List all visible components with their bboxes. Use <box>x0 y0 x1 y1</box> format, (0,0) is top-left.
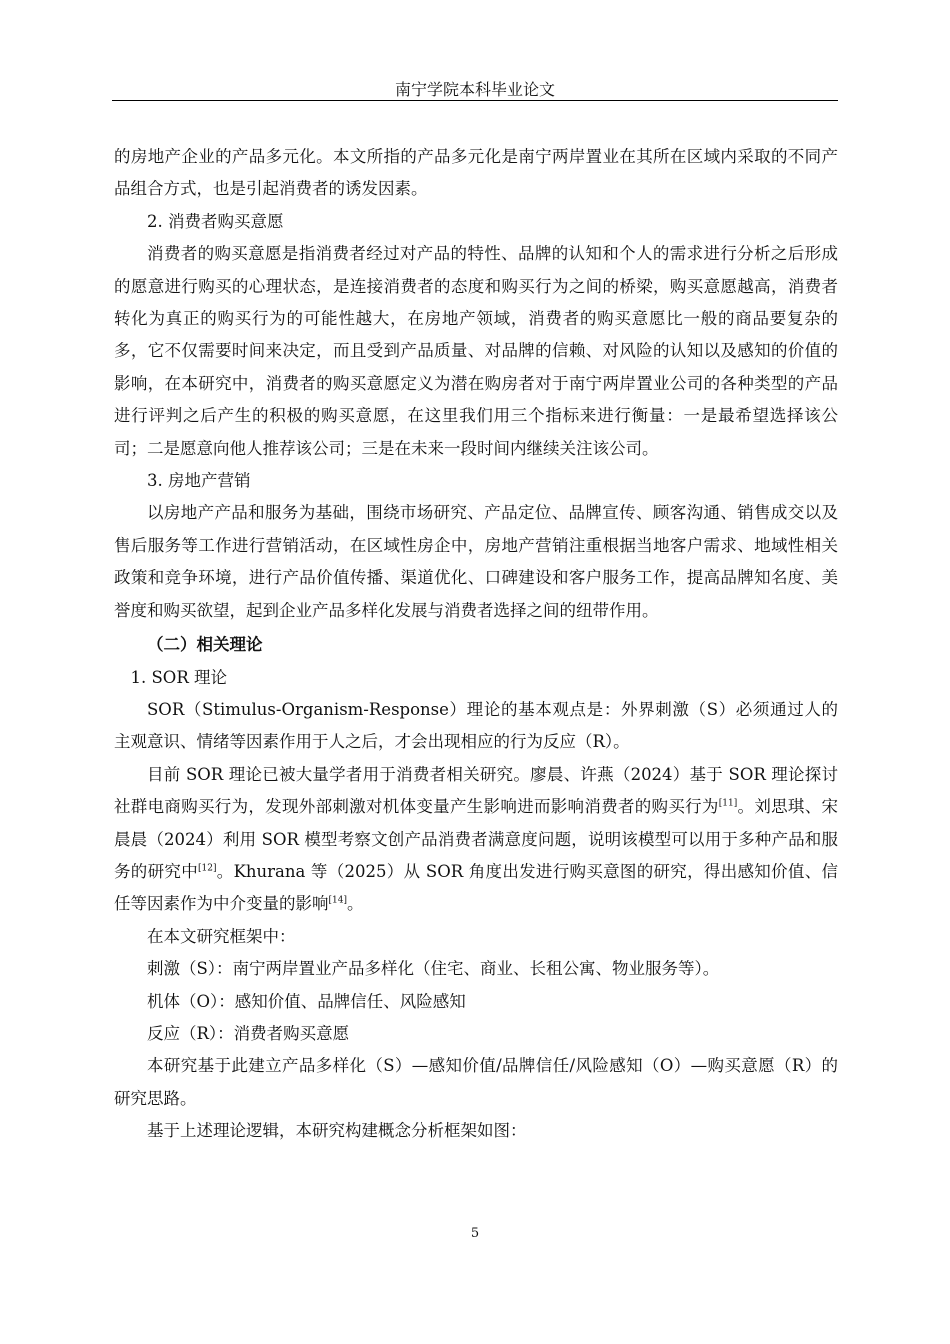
citation-12: [12] <box>198 863 217 874</box>
paragraph-sor-definition: SOR（Stimulus-Organism-Response）理论的基本观点是：外界刺激（S）必须通过人的主观意识、情绪等因素作用于人之后，才会出现相应的行为反应（R）。 <box>114 699 838 752</box>
paragraph-sor-literature <box>114 759 838 921</box>
section-heading-related-theory: （二）相关理论 <box>147 635 263 655</box>
citation-14: [14] <box>328 895 347 906</box>
text-run: 目前 SOR 理论已被大量学者用于消费者相关研究。廖晨、许燕（2024）基于 SOR 理论探讨社群电商购买行为，发现外部刺激对机体变量产生影响进而影响消费者的购买行为 <box>114 764 838 817</box>
paragraph-purchase-intention: 消费者的购买意愿是指消费者经过对产品的特性、品牌的认知和个人的需求进行分析之后形成的愿意进行购买的心理状态，是连接消费者的态度和购买行为之间的桥梁，购买意愿越高，消费者转化为真正的购买行为的可能性越大，在房地产领域，消费者的购买意愿比一般的商品要复杂的多，它不仅需要时间来决定，而且受到产品质量、对品牌的信赖、对风险的认知以及感知的价值的影响，在本研究中，消费者的购买意愿定义为潜在购房者对于南宁两岸置业公司的各种类型的产品进行评判之后产生的积极的购买意愿，在这里我们用三个指标来进行衡量：一是最希望选择该公司；二是愿意向他人推荐该公司；三是在未来一段时间内继续关注该公司。 <box>114 244 838 458</box>
text-run: 。Khurana 等（2025）从 SOR 角度出发进行购买意图的研究，得出感知价值、信任等因素作为中介变量的影响 <box>114 861 839 914</box>
subheading-purchase-intention: 2. 消费者购买意愿 <box>147 211 284 231</box>
text-run: 。 <box>346 894 364 914</box>
running-header: 南宁学院本科毕业论文 <box>394 80 555 99</box>
paragraph-continued: 的房地产企业的产品多元化。本文所指的产品多元化是南宁两岸置业在其所在区域内采取的不同产品组合方式，也是引起消费者的诱发因素。 <box>114 147 838 199</box>
header-rule <box>112 100 838 101</box>
text-run: 。刘思琪、宋晨晨（2024）利用 SOR 模型考察文创产品消费者满意度问题，说明该模型可以用于多种产品和服务的研究中 <box>114 797 839 881</box>
paragraph-organism: 机体（O）：感知价值、品牌信任、风险感知 <box>147 991 466 1011</box>
paragraph-stimulus: 刺激（S）：南宁两岸置业产品多样化（住宅、商业、长租公寓、物业服务等）。 <box>147 959 720 979</box>
paragraph-response: 反应（R）：消费者购买意愿 <box>147 1023 350 1043</box>
page-number: 5 <box>470 1226 480 1241</box>
paragraph-framework-figure-intro: 基于上述理论逻辑，本研究构建概念分析框架如图： <box>147 1121 527 1141</box>
citation-11: [11] <box>718 798 738 809</box>
paragraph-real-estate-marketing: 以房地产产品和服务为基础，围绕市场研究、产品定位、品牌宣传、顾客沟通、销售成交以及售后服务等工作进行营销活动，在区域性房企中，房地产营销注重根据当地客户需求、地域性相关政策和竞争环境，进行产品价值传播、渠道优化、口碑建设和客户服务工作，提高品牌知名度、美誉度和购买欲望，起到企业产品多样化发展与消费者选择之间的纽带作用。 <box>114 503 838 620</box>
subheading-real-estate-marketing: 3. 房地产营销 <box>147 471 251 491</box>
subheading-sor-theory: 1. SOR 理论 <box>130 667 227 687</box>
body-text <box>114 141 838 1148</box>
paragraph-research-approach: 本研究基于此建立产品多样化（S）—感知价值/品牌信任/风险感知（O）—购买意愿（R）的研究思路。 <box>114 1056 838 1108</box>
paragraph-framework-intro: 在本文研究框架中： <box>147 926 296 946</box>
